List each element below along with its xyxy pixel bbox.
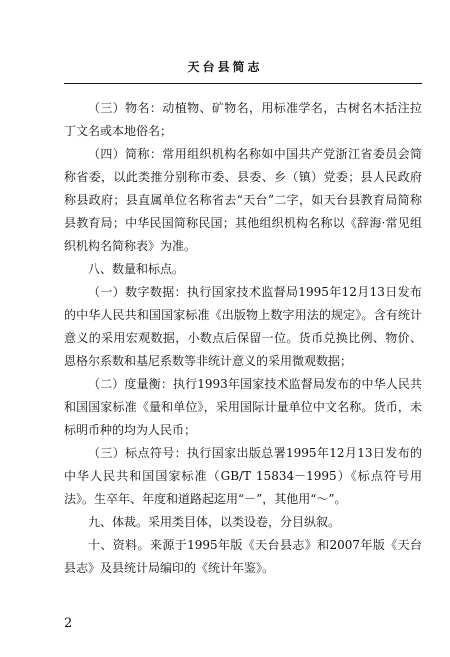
document-body bbox=[64, 97, 422, 580]
running-header-title: 天台县简志 bbox=[187, 60, 263, 74]
paragraph-sources: 十、资料。来源于1995年版《天台县志》和2007年版《天台县志》及县统计局编印的《统计年鉴》。 bbox=[64, 538, 422, 575]
page-number: 2 bbox=[64, 616, 73, 631]
section-heading-numbers-punctuation: 八、数量和标点。 bbox=[88, 262, 185, 276]
paragraph-punctuation: （三）标点符号：执行国家出版总署1995年12月13日发布的中华人民共和国国家标准（GB/T 15834－1995）《标点符号用法》。生卒年、年度和道路起迄用“－”，其他用“～”。 bbox=[64, 446, 422, 506]
paragraph-genre: 九、体裁。采用类目体，以类设卷，分目纵叙。 bbox=[88, 515, 341, 529]
paragraph-measurement: （二）度量衡：执行1993年国家技术监督局发布的中华人民共和国国家标准《量和单位》，采用国际计量单位中文名称。货币，未标明币种的均为人民币； bbox=[64, 377, 422, 437]
paragraph-abbreviations: （四）简称：常用组织机构名称如中国共产党浙江省委员会简称省委，以此类推分别称市委、县委、乡（镇）党委；县人民政府称县政府；县直属单位名称省去“天台”二字，如天台县教育局简称县教育局；中华民国简称民国；其他组织机构名称以《辞海·常见组织机构名简称表》为准。 bbox=[64, 147, 422, 253]
paragraph-numeric-data: （一）数字数据：执行国家技术监督局1995年12月13日发布的中华人民共和国国家标准《出版物上数字用法的规定》。含有统计意义的采用宏观数据，小数点后保留一位。货币兑换比例、物价、恩格尔系数和基尼系数等非统计意义的采用微观数据； bbox=[64, 285, 422, 368]
paragraph-object-names: （三）物名：动植物、矿物名，用标准学名，古树名木括注拉丁文名或本地俗名； bbox=[64, 101, 422, 138]
header-divider bbox=[64, 83, 422, 84]
